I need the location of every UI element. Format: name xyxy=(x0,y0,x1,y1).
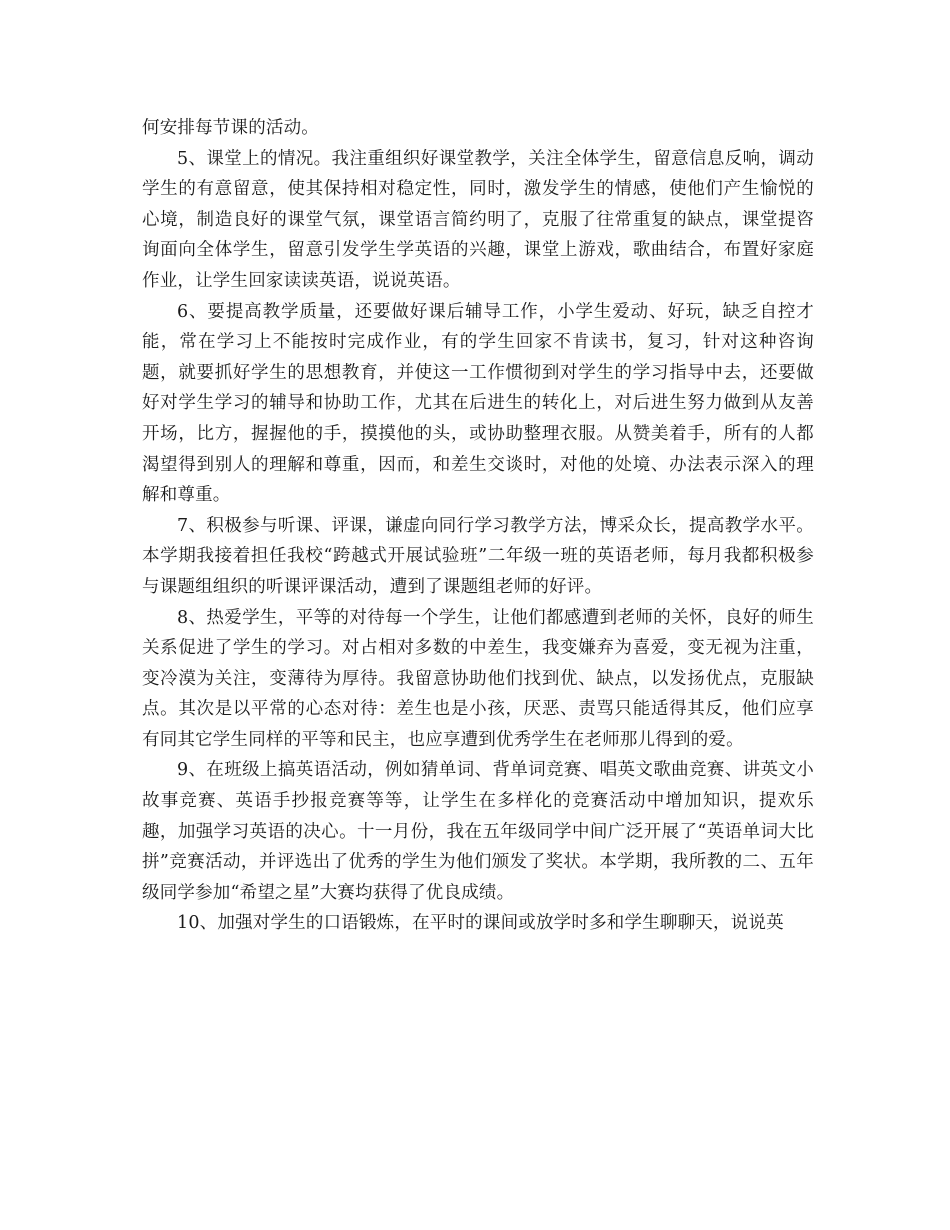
paragraph-9: 9、在班级上搞英语活动，例如猜单词、背单词竞赛、唱英文歌曲竞赛、讲英文小故事竞赛、英语手抄报竞赛等等，让学生在多样化的竞赛活动中增加知识，提欢乐趣，加强学习英语的决心。十一月份，我在五年级同学中间广泛开展了“英语单词大比拼”竞赛活动，并评选出了优秀的学生为他们颁发了奖状。本学期，我所教的二、五年级同学参加“希望之星”大赛均获得了优良成绩。 xyxy=(142,760,814,903)
paragraph-7: 7、积极参与听课、评课，谦虚向同行学习教学方法，博采众长，提高教学水平。本学期我接着担任我校“跨越式开展试验班”二年级一班的英语老师，每月我都积极参与课题组组织的听课评课活动，遭到了课题组老师的好评。 xyxy=(142,515,814,597)
paragraph-continuation: 何安排每节课的活动。 xyxy=(142,118,319,138)
document-body xyxy=(142,113,814,939)
paragraph-5: 5、课堂上的情况。我注重组织好课堂教学，关注全体学生，留意信息反响，调动学生的有意留意，使其保持相对稳定性，同时，激发学生的情感，使他们产生愉悦的心境，制造良好的课堂气氛，课堂语言简约明了，克服了往常重复的缺点，课堂提咨询面向全体学生，留意引发学生学英语的兴趣，课堂上游戏，歌曲结合，布置好家庭作业，让学生回家读读英语，说说英语。 xyxy=(142,148,814,291)
paragraph-8: 8、热爱学生，平等的对待每一个学生，让他们都感遭到老师的关怀，良好的师生关系促进了学生的学习。对占相对多数的中差生，我变嫌弃为喜爱，变无视为注重，变冷漠为关注，变薄待为厚待。我留意协助他们找到优、缺点，以发扬优点，克服缺点。其次是以平常的心态对待：差生也是小孩，厌恶、责骂只能适得其反，他们应享有同其它学生同样的平等和民主，也应享遭到优秀学生在老师那儿得到的爱。 xyxy=(142,607,814,750)
paragraph-10: 10、加强对学生的口语锻炼，在平时的课间或放学时多和学生聊聊天，说说英 xyxy=(177,913,784,934)
paragraph-6: 6、要提高教学质量，还要做好课后辅导工作，小学生爱动、好玩，缺乏自控才能，常在学习上不能按时完成作业，有的学生回家不肯读书，复习，针对这种咨询题，就要抓好学生的思想教育，并使这一工作惯彻到对学生的学习指导中去，还要做好对学生学习的辅导和协助工作，尤其在后进生的转化上，对后进生努力做到从友善开场，比方，握握他的手，摸摸他的头，或协助整理衣服。从赞美着手，所有的人都渴望得到别人的理解和尊重，因而，和差生交谈时，对他的处境、办法表示深入的理解和尊重。 xyxy=(142,301,814,506)
